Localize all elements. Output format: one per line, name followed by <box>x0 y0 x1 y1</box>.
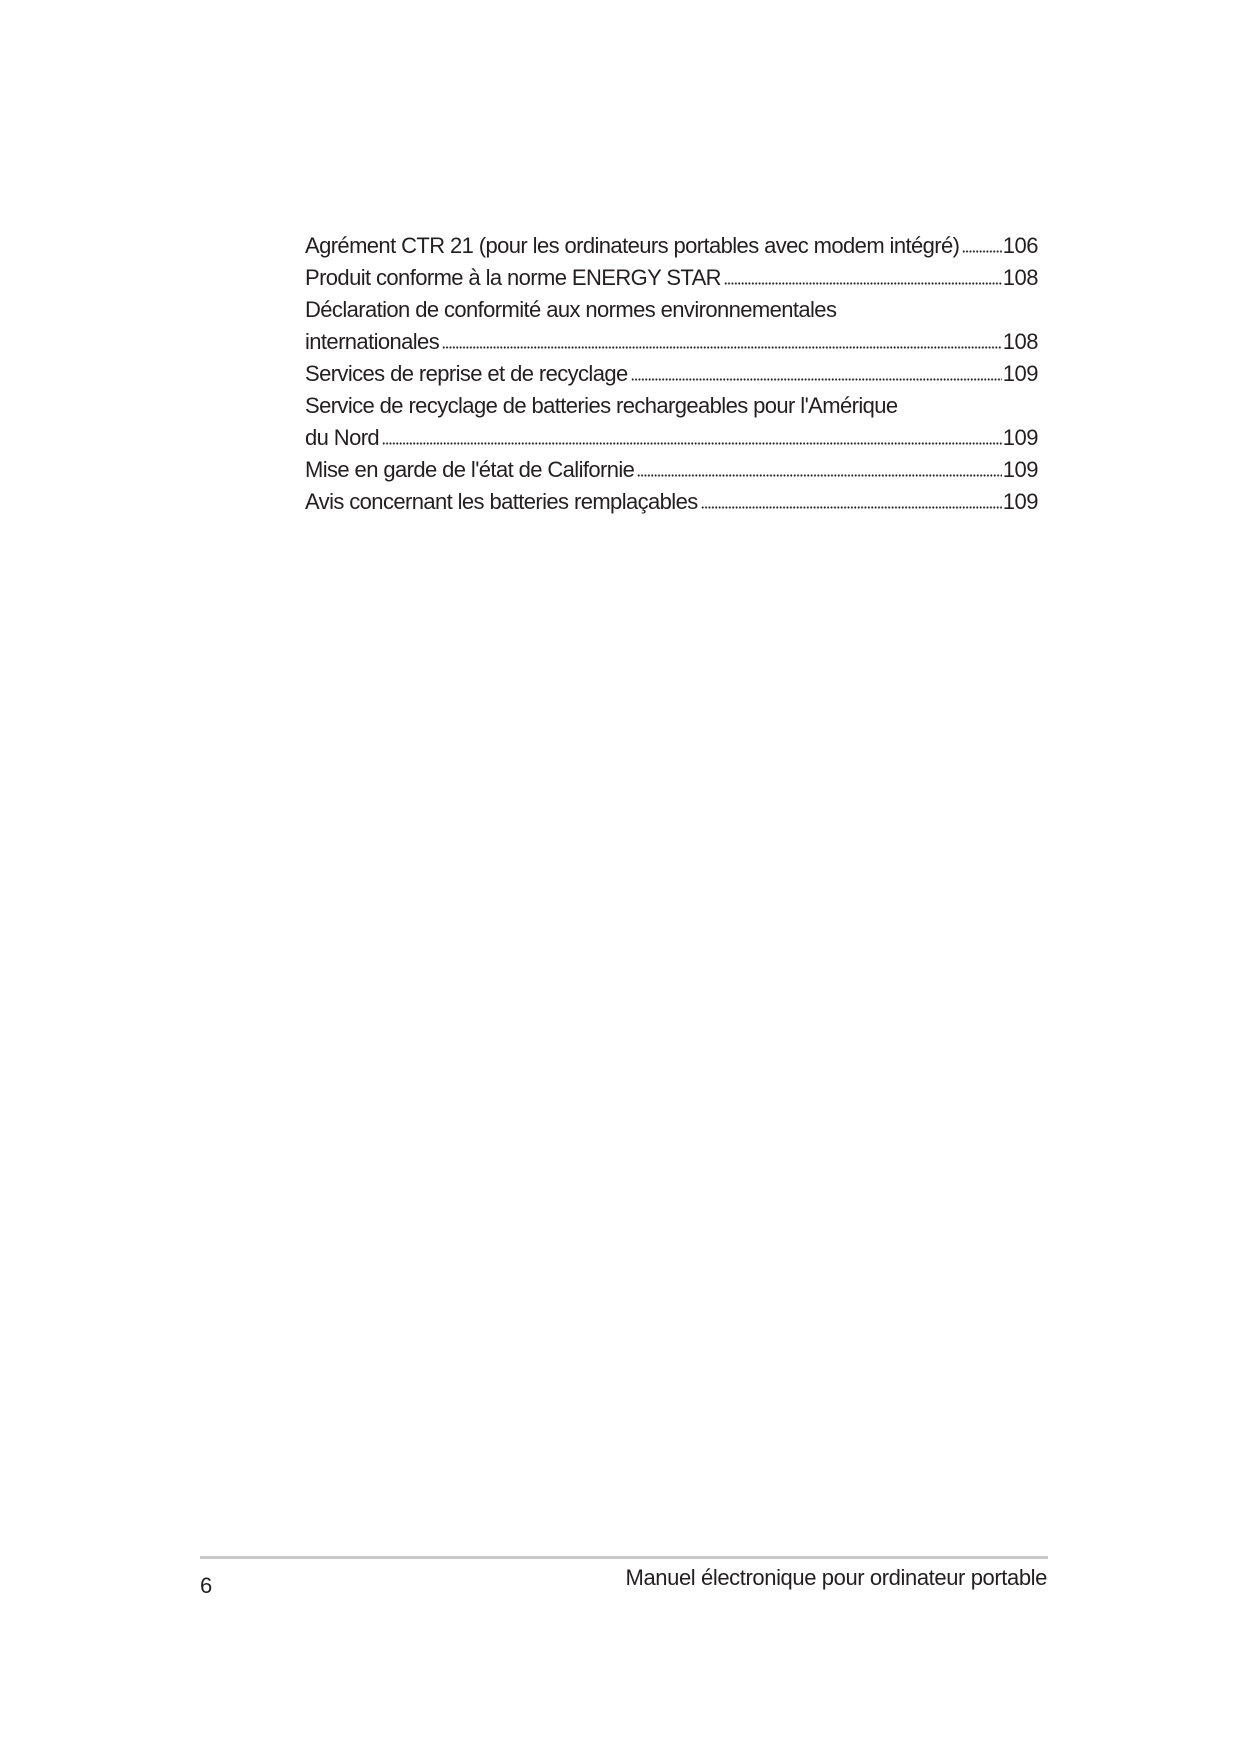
toc-entry-title: Avis concernant les batteries remplaçables <box>305 489 698 514</box>
toc-entry-page: 108 <box>1002 329 1038 354</box>
dot-leader <box>701 495 1002 509</box>
dot-leader <box>637 463 1001 477</box>
dot-leader <box>382 431 1002 445</box>
toc-entry-title: Agrément CTR 21 (pour les ordinateurs portables avec modem intégré) <box>305 233 960 258</box>
toc-entry[interactable] <box>305 454 1038 486</box>
dot-leader <box>724 271 1002 285</box>
table-of-contents <box>305 230 1038 518</box>
footer-document-title: Manuel électronique pour ordinateur portable <box>625 1565 1047 1590</box>
toc-entry-title: Déclaration de conformité aux normes environnementales <box>305 297 837 322</box>
toc-entry-title: Services de reprise et de recyclage <box>305 361 628 386</box>
toc-entry-page: 106 <box>1002 233 1038 258</box>
toc-entry-page: 109 <box>1002 361 1038 386</box>
toc-entry-title: Service de recyclage de batteries rechargeables pour l'Amérique <box>305 393 898 418</box>
toc-entry[interactable] <box>305 294 1038 358</box>
dot-leader <box>962 239 1001 253</box>
toc-entry-page: 109 <box>1002 425 1038 450</box>
dot-leader <box>631 367 1002 381</box>
toc-entry[interactable] <box>305 262 1038 294</box>
footer-divider <box>200 1556 1048 1559</box>
toc-entry-page: 109 <box>1002 457 1038 482</box>
toc-entry-title-continued: internationales <box>305 329 440 354</box>
toc-entry-page: 109 <box>1002 489 1038 514</box>
toc-entry[interactable] <box>305 230 1038 262</box>
toc-entry-title: Produit conforme à la norme ENERGY STAR <box>305 265 721 290</box>
dot-leader <box>442 335 1002 349</box>
toc-entry-title: Mise en garde de l'état de Californie <box>305 457 635 482</box>
footer-page-number: 6 <box>200 1573 213 1598</box>
toc-entry[interactable] <box>305 358 1038 390</box>
toc-entry[interactable] <box>305 390 1038 454</box>
toc-entry[interactable] <box>305 486 1038 518</box>
toc-entry-title-continued: du Nord <box>305 425 380 450</box>
toc-entry-page: 108 <box>1002 265 1038 290</box>
